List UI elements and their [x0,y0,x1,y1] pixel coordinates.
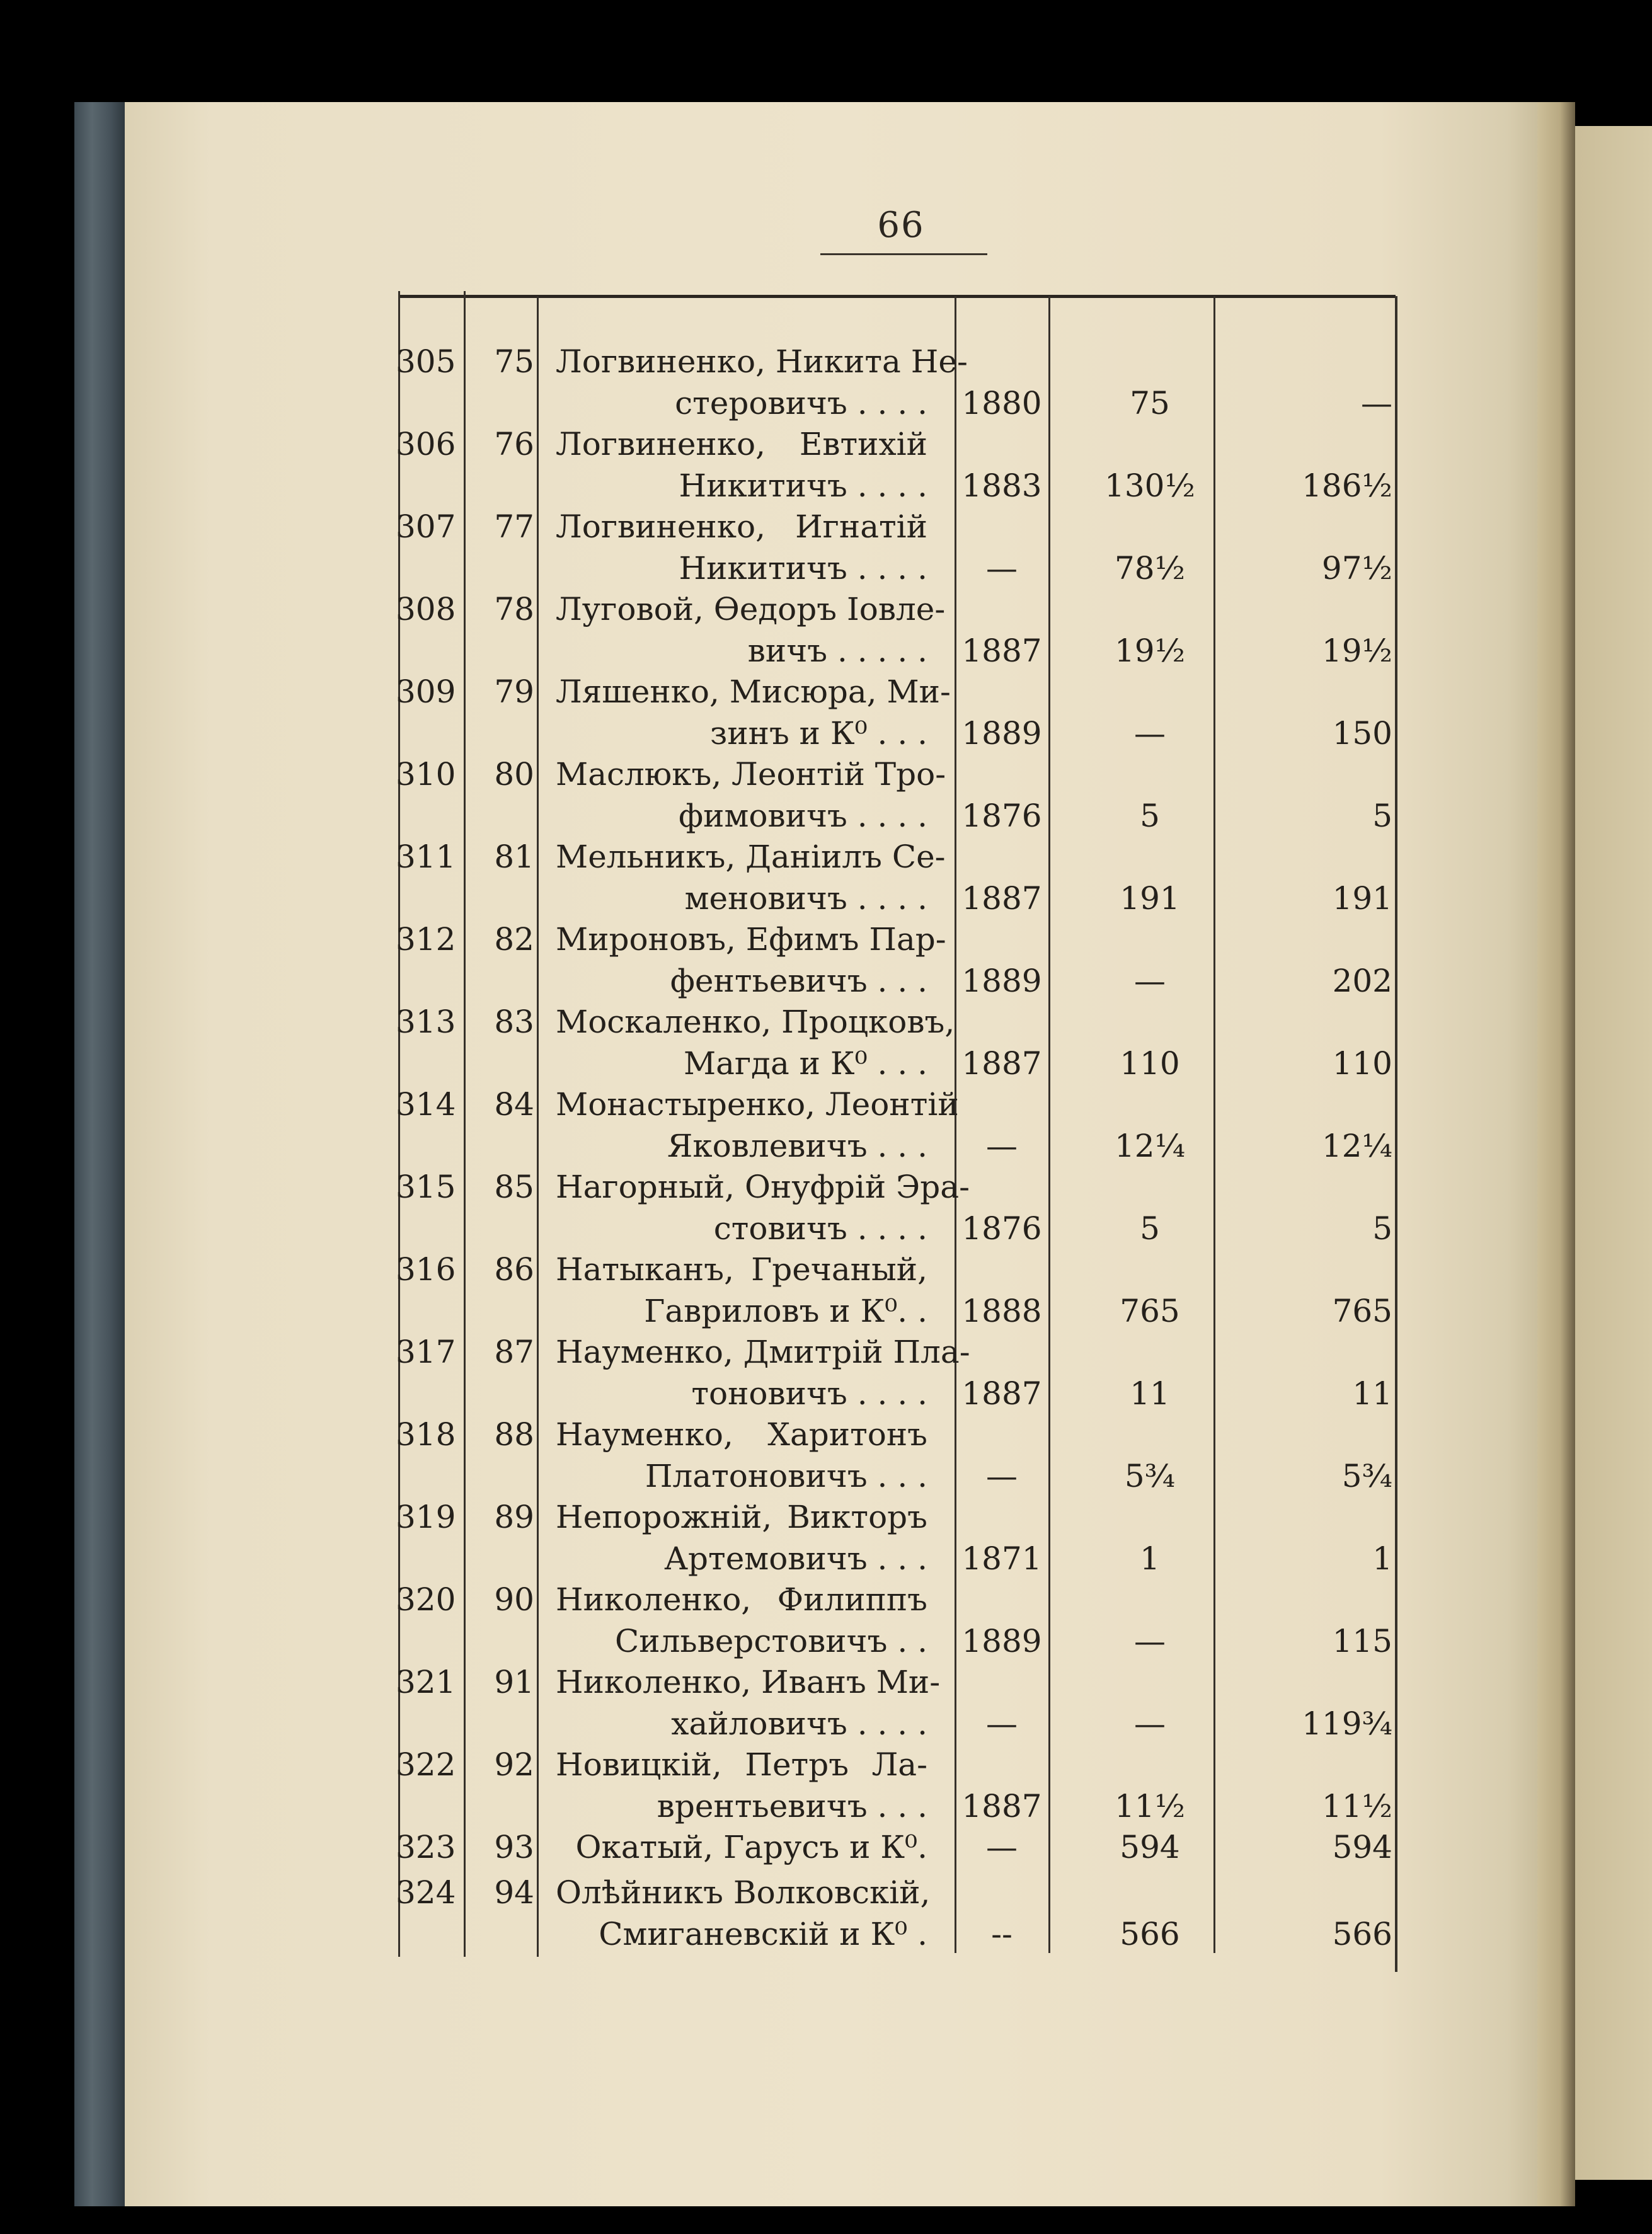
value-second: 765 [1332,1293,1392,1329]
entry-subnumber: 92 [494,1746,534,1783]
year: 1889 [961,1623,1042,1659]
owner-name-line1: Нагорный, Онуфрій Эра- [556,1169,970,1205]
value-first: 75 [1130,385,1170,421]
value-first: 110 [1120,1045,1180,1082]
owner-name-line1: Логвиненко, Никита Не- [556,343,968,380]
owner-name-line2: вичъ . . . . . [747,633,927,669]
entry-subnumber: 87 [494,1334,534,1370]
table-row [0,1868,1652,1950]
owner-name-line2: Сильверстовичъ . . [615,1623,927,1659]
entry-number: 310 [396,756,456,793]
table-row [0,585,1652,667]
owner-name-line2: стеровичъ . . . . [675,385,927,421]
entry-subnumber: 76 [494,426,534,462]
table-row [0,1245,1652,1327]
table-row [0,420,1652,502]
entry-subnumber: 78 [494,591,534,627]
owner-name-line2: стовичъ . . . . [713,1210,927,1247]
owner-name-line1: Новицкій, Петръ Ла- [556,1746,927,1783]
year: 1871 [961,1540,1042,1577]
owner-name-line2: врентьевичъ . . . [657,1788,927,1824]
table-row [0,1740,1652,1823]
entry-number: 314 [396,1086,456,1123]
value-first: — [1134,1705,1166,1742]
owner-name-line2: фентьевичъ . . . [670,963,927,999]
value-second: 12¼ [1321,1128,1392,1164]
year: 1889 [961,963,1042,999]
entry-subnumber: 85 [494,1169,534,1205]
entry-subnumber: 94 [494,1874,534,1911]
year: 1876 [961,798,1042,834]
entry-subnumber: 79 [494,673,534,710]
entry-subnumber: 81 [494,839,534,875]
value-second: 594 [1332,1829,1392,1865]
year: 1876 [961,1210,1042,1247]
table-top-rule [400,295,1396,298]
entry-subnumber: 83 [494,1004,534,1040]
entry-number: 320 [396,1581,456,1618]
value-first: 19½ [1114,633,1186,669]
owner-name-line1: Натыканъ, Гречаный, [556,1251,927,1288]
table-row [0,1492,1652,1575]
value-second: 97½ [1321,550,1392,587]
value-second: 566 [1332,1916,1392,1952]
year: — [986,1829,1018,1865]
table-row [0,502,1652,585]
table-row [0,1080,1652,1162]
entry-subnumber: 91 [494,1664,534,1700]
owner-name-line1: Логвиненко, Евтихій [556,426,927,462]
owner-name-line1: Николенко, Иванъ Ми- [556,1664,941,1700]
value-first: — [1134,1623,1166,1659]
entry-subnumber: 88 [494,1416,534,1453]
year: — [986,1705,1018,1742]
owner-name-line2: тоновичъ . . . . [691,1375,927,1412]
table-row [0,337,1652,420]
owner-name-line1: Монастыренко, Леонтій [556,1086,959,1123]
owner-name-line1: Олѣйникъ Волковскій, [556,1874,931,1911]
entry-number: 324 [396,1874,456,1911]
value-second: 110 [1332,1045,1392,1082]
value-first: 5 [1140,798,1160,834]
owner-name: Окатый, Гарусъ и К⁰. [575,1829,927,1865]
year: 1887 [961,1788,1042,1824]
owner-name-line1: Николенко, Филиппъ [556,1581,927,1618]
year: 1887 [961,880,1042,917]
value-first: 12¼ [1114,1128,1186,1164]
entry-subnumber: 90 [494,1581,534,1618]
entry-number: 319 [396,1499,456,1535]
value-second: 5 [1372,1210,1392,1247]
year: 1888 [961,1293,1042,1329]
entry-number: 307 [396,508,456,545]
year: — [986,1128,1018,1164]
table-row [0,1410,1652,1492]
owner-name-line1: Науменко, Дмитрій Пла- [556,1334,970,1370]
owner-name-line1: Мироновъ, Ефимъ Пар- [556,921,946,958]
year: 1889 [961,715,1042,752]
entry-number: 311 [396,839,456,875]
entry-number: 313 [396,1004,456,1040]
entry-number: 317 [396,1334,456,1370]
entry-subnumber: 77 [494,508,534,545]
entry-number: 312 [396,921,456,958]
owner-name-line2: фимовичъ . . . . [679,798,927,834]
value-first: 78½ [1114,550,1186,587]
entry-number: 322 [396,1746,456,1783]
owner-name-line2: Яковлевичъ . . . [667,1128,927,1164]
value-second: 19½ [1321,633,1392,669]
owner-name-line2: Платоновичъ . . . [645,1458,927,1494]
table-row [0,1327,1652,1410]
value-second: 119¾ [1302,1705,1392,1742]
owner-name-line1: Мельникъ, Даніилъ Се- [556,839,946,875]
value-first: 5 [1140,1210,1160,1247]
entry-subnumber: 84 [494,1086,534,1123]
value-second: 1 [1372,1540,1392,1577]
owner-name-line1: Непорожній, Викторъ [556,1499,927,1535]
year: 1880 [961,385,1042,421]
year: — [986,550,1018,587]
owner-name-line2: меновичъ . . . . [684,880,927,917]
entry-subnumber: 89 [494,1499,534,1535]
value-first: 1 [1140,1540,1160,1577]
owner-name-line2: Артемовичъ . . . [664,1540,927,1577]
value-second: 115 [1332,1623,1392,1659]
year: 1887 [961,1045,1042,1082]
table-row [0,832,1652,915]
entry-number: 323 [396,1829,456,1865]
owner-name-line1: Луговой, Өедоръ Іовле- [556,591,946,627]
owner-name-line1: Маслюкъ, Леонтій Тро- [556,756,946,793]
value-second: — [1361,385,1392,421]
table-row [0,1575,1652,1658]
owner-name-line1: Логвиненко, Игнатій [556,508,927,545]
owner-name-line2: Гавриловъ и К⁰. . [644,1293,927,1329]
value-first: 594 [1120,1829,1180,1865]
entry-subnumber: 80 [494,756,534,793]
year: 1883 [961,467,1042,504]
value-second: 202 [1332,963,1392,999]
value-first: 130½ [1104,467,1195,504]
table-row [0,1162,1652,1245]
owner-name-line2: хайловичъ . . . . [671,1705,927,1742]
year: 1887 [961,1375,1042,1412]
table-row [0,997,1652,1080]
entry-number: 305 [396,343,456,380]
value-first: — [1134,715,1166,752]
entry-subnumber: 75 [494,343,534,380]
entry-number: 315 [396,1169,456,1205]
table-row [0,667,1652,750]
year: — [986,1458,1018,1494]
value-first: 5¾ [1124,1458,1176,1494]
value-first: 11 [1130,1375,1170,1412]
entry-number: 308 [396,591,456,627]
entry-number: 309 [396,673,456,710]
value-first: 191 [1120,880,1180,917]
value-second: 11 [1352,1375,1392,1412]
value-first: 566 [1120,1916,1180,1952]
owner-name-line2: Смиганевскій и К⁰ . [599,1916,927,1952]
value-second: 5¾ [1341,1458,1392,1494]
owner-name-line2: зинъ и К⁰ . . . [710,715,927,752]
entry-subnumber: 86 [494,1251,534,1288]
entry-number: 306 [396,426,456,462]
entry-subnumber: 82 [494,921,534,958]
owner-name-line2: Никитичъ . . . . [679,467,927,504]
owner-name-line1: Ляшенко, Мисюра, Ми- [556,673,951,710]
value-second: 11½ [1321,1788,1392,1824]
value-first: 11½ [1114,1788,1186,1824]
year: -- [991,1916,1012,1952]
entry-number: 318 [396,1416,456,1453]
value-second: 150 [1332,715,1392,752]
value-first: — [1134,963,1166,999]
entry-subnumber: 93 [494,1829,534,1865]
value-second: 186½ [1302,467,1392,504]
page-number-rule [820,253,987,255]
value-first: 765 [1120,1293,1180,1329]
value-second: 5 [1372,798,1392,834]
table-row [0,1658,1652,1740]
page-number: 66 [877,205,925,246]
entry-number: 321 [396,1664,456,1700]
table-row [0,750,1652,832]
owner-name-line1: Науменко, Харитонъ [556,1416,927,1453]
entry-number: 316 [396,1251,456,1288]
owner-name-line2: Никитичъ . . . . [679,550,927,587]
table-row [0,915,1652,997]
year: 1887 [961,633,1042,669]
value-second: 191 [1332,880,1392,917]
owner-name-line1: Москаленко, Процковъ, [556,1004,955,1040]
owner-name-line2: Магда и К⁰ . . . [683,1045,927,1082]
